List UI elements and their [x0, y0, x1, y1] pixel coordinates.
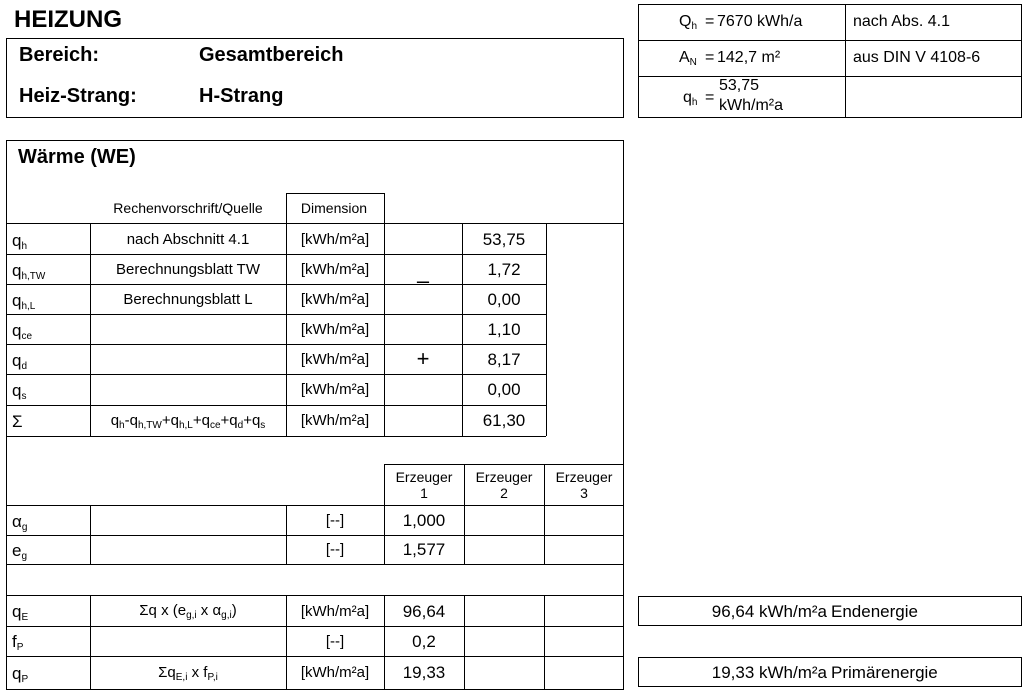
- plus-sign: +: [416, 346, 430, 371]
- fp-symbol: $f_P$: [12, 632, 24, 653]
- qh-total-symbol: $Q_h$: [679, 13, 698, 32]
- e-symbol: $e_g$: [12, 541, 28, 562]
- row-symbol: $q_d$: [12, 351, 28, 372]
- qp-symbol: $q_P$: [12, 664, 29, 685]
- row-symbol: $q_{ce}$: [12, 321, 33, 342]
- section-title: Wärme (WE): [18, 146, 136, 168]
- row-symbol: $q_{h,L}$: [12, 291, 36, 312]
- qh-value-bottom: kWh/m²a: [719, 97, 783, 114]
- header-dimension: Dimension: [300, 200, 368, 216]
- alpha-symbol: $\alpha_g$: [12, 512, 28, 533]
- qe-formula: Σq x ($e_{g,i}$ x $\alpha_{g,i}$): [139, 602, 237, 621]
- an-symbol: $A_N$: [679, 49, 697, 68]
- strang-value: H-Strang: [199, 85, 284, 107]
- row-source: $q_h-q_{h,TW}+q_{h,L}+q_{ce}+q_d+q_s$: [110, 412, 266, 431]
- primaerenergie-value: 19,33 kWh/m²a: [711, 663, 827, 682]
- row-symbol: $q_{h,TW}$: [12, 261, 46, 282]
- row-dim: [kWh/m²a]: [300, 231, 370, 248]
- row-source: Berechnungsblatt L: [123, 291, 253, 308]
- qh-eq: =: [705, 89, 715, 106]
- qh-value-top: 53,75: [719, 77, 760, 94]
- qh-symbol: $q_h$: [683, 89, 698, 108]
- row-dim: [kWh/m²a]: [300, 291, 370, 308]
- row-dim: [kWh/m²a]: [300, 261, 370, 278]
- alpha-value: 1,000: [402, 511, 446, 530]
- minus-sign: –: [416, 268, 430, 293]
- fp-value: 0,2: [412, 632, 436, 651]
- bereich-value: Gesamtbereich: [199, 44, 344, 66]
- alpha-dim: [--]: [325, 512, 345, 529]
- row-symbol: $q_s$: [12, 381, 27, 402]
- an-note: aus DIN V 4108-6: [853, 49, 981, 66]
- endenergie-value: 96,64 kWh/m²a: [711, 602, 827, 621]
- fp-dim: [--]: [325, 633, 345, 650]
- endenergie-label: Endenergie: [831, 602, 918, 621]
- erzeuger-2-label: Erzeuger 2: [475, 469, 533, 501]
- info-box: [638, 4, 1022, 118]
- row-dim: [kWh/m²a]: [300, 381, 370, 398]
- qe-symbol: $q_E$: [12, 602, 29, 623]
- row-value: 1,72: [487, 260, 521, 279]
- qh-total-value: 7670 kWh/a: [717, 13, 803, 30]
- qh-total-note: nach Abs. 4.1: [853, 13, 950, 30]
- erzeuger-1-label: Erzeuger 1: [395, 469, 453, 501]
- an-eq: =: [705, 49, 715, 66]
- row-value: 1,10: [487, 320, 521, 339]
- bereich-label: Bereich:: [19, 44, 100, 66]
- header-source: Rechenvorschrift/Quelle: [113, 200, 263, 216]
- qp-value: 19,33: [402, 663, 446, 682]
- area-box: [6, 38, 624, 118]
- row-dim: [kWh/m²a]: [300, 321, 370, 338]
- e-value: 1,577: [402, 540, 446, 559]
- qp-dim: [kWh/m²a]: [300, 664, 370, 681]
- row-value: 53,75: [482, 230, 526, 249]
- qh-total-eq: =: [705, 13, 715, 30]
- row-symbol: $q_h$: [12, 231, 28, 252]
- qp-formula: $\Sigma q_{E,i}$ x $f_{P,i}$: [158, 664, 218, 683]
- an-value: 142,7 m²: [717, 49, 781, 66]
- endenergie-box: [638, 596, 1022, 626]
- row-value: 0,00: [487, 290, 521, 309]
- primaerenergie-label: Primärenergie: [831, 663, 938, 682]
- row-source: Berechnungsblatt TW: [116, 261, 260, 278]
- page-title: HEIZUNG: [14, 6, 122, 33]
- row-symbol: Σ: [12, 412, 23, 431]
- row-dim: [kWh/m²a]: [300, 412, 370, 429]
- row-value: 61,30: [482, 411, 526, 430]
- row-dim: [kWh/m²a]: [300, 351, 370, 368]
- strang-label: Heiz-Strang:: [19, 85, 137, 107]
- primaerenergie-box: [638, 657, 1022, 687]
- row-value: 8,17: [487, 350, 521, 369]
- erzeuger-3-label: Erzeuger 3: [555, 469, 613, 501]
- qe-dim: [kWh/m²a]: [300, 603, 370, 620]
- row-source: nach Abschnitt 4.1: [126, 231, 250, 248]
- e-dim: [--]: [325, 541, 345, 558]
- row-value: 0,00: [487, 380, 521, 399]
- qe-value: 96,64: [402, 602, 446, 621]
